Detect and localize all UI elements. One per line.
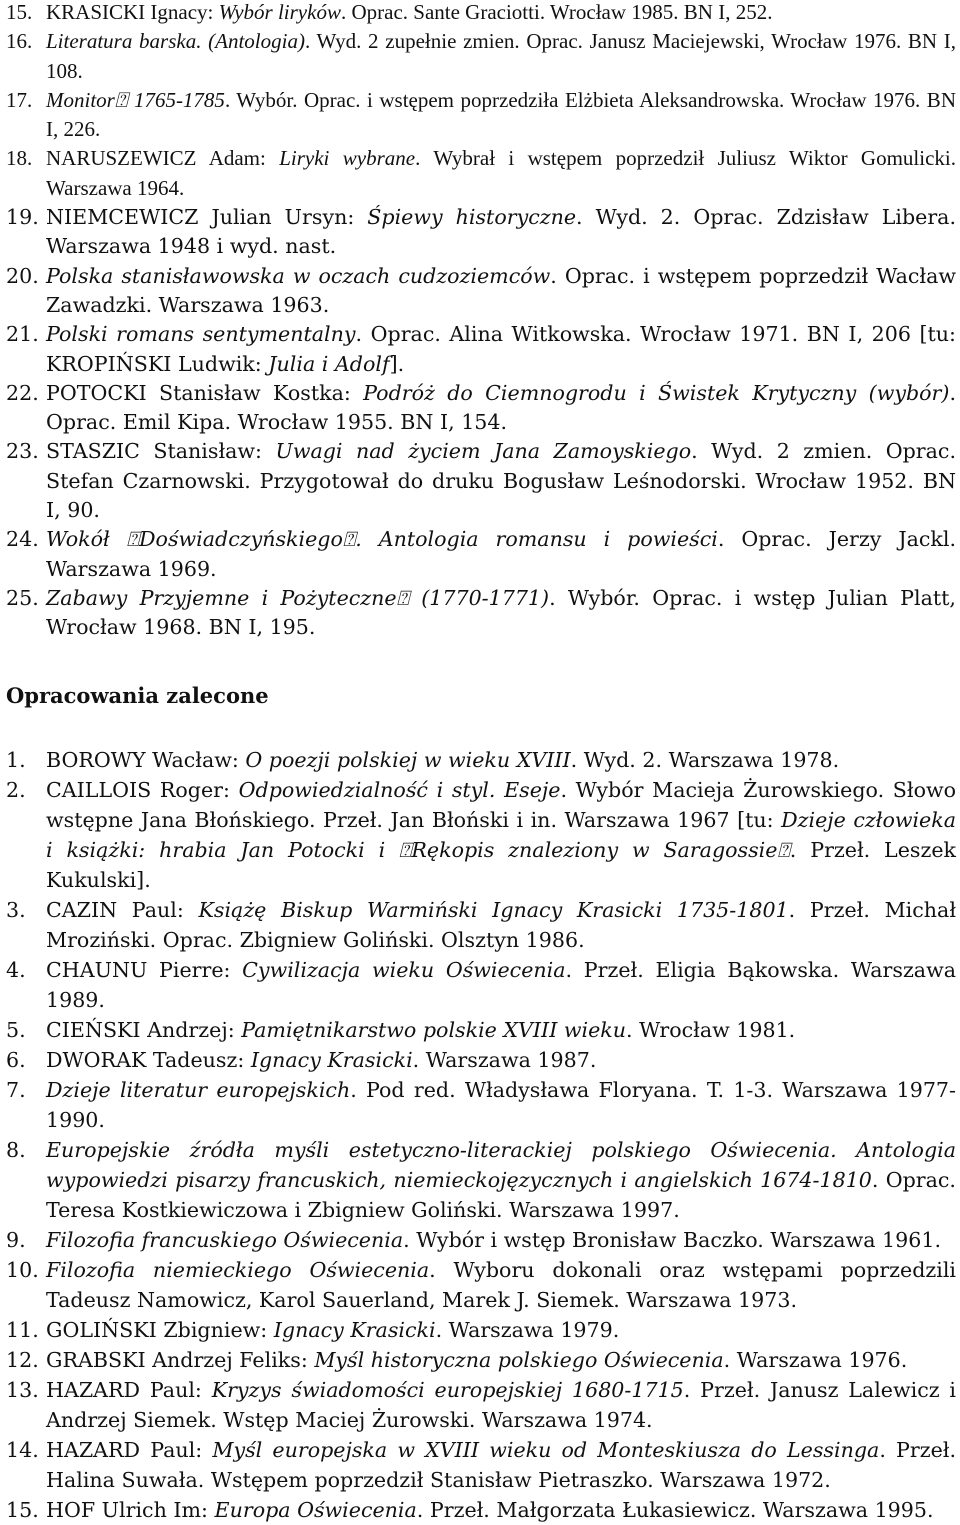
bibliography-entry [6,320,956,379]
entry-number: 7. [6,1077,26,1102]
entry-number: 21. [6,322,39,347]
bibliography-entry [6,144,956,203]
entry-number: 18. [6,146,33,171]
entry-text: . Wyd. 2 zupełnie zmien. Oprac. Janusz Maciejewski, Wrocław 1976. BN I, 108. [46,29,956,83]
bibliography-entry [6,525,956,584]
entry-number: 15. [6,1497,39,1522]
bibliography-entry [6,745,956,775]
entry-text: CAILLOIS Roger: [46,777,239,802]
entry-text: . Przeł. Eligia Bąkowska. Warszawa 1989. [46,957,956,1012]
work-title: Odpowiedzialność i styl. Eseje [238,777,561,802]
work-title: Polska stanisławowska w oczach cudzoziemców [46,263,551,288]
entry-number: 4. [6,957,26,982]
entry-text: . Wyd. 2. Oprac. Zdzisław Libera. Warszawa 1948 i wyd. nast. [46,205,956,259]
work-title: Literatura barska. (Antologia) [46,29,305,54]
bibliography-entry [6,1045,956,1075]
entry-text: . Wyboru dokonali oraz wstępami poprzedzili Tadeusz Namowicz, Karol Sauerland, Marek J. Siemek. Warszawa 1973. [46,1257,957,1312]
entry-text: STASZIC Stanisław: [46,439,276,464]
work-title: Julia i Adolf [268,351,390,376]
work-title: Cywilizacja wieku Oświecenia [242,957,566,982]
entry-text: . Oprac. i wstępem poprzedził Wacław Zawadzki. Warszawa 1963. [46,263,956,317]
entry-number: 17. [6,87,33,112]
entry-text: . Przeł. Leszek Kukulski]. [46,837,956,892]
bibliography-entry [6,955,956,1015]
entry-number: 3. [6,897,26,922]
bibliography-entry [6,262,956,321]
work-title: Monitor⍰ 1765-1785 [46,87,225,112]
entry-text: . Oprac. Teresa Kostkiewiczowa i Zbigniew Goliński. Warszawa 1997. [46,1167,956,1222]
entry-text: . Oprac. Jerzy Jackl. Warszawa 1969. [46,527,956,581]
bibliography-entry [6,379,956,438]
bibliography-entry [6,584,956,643]
bibliography-entry [6,86,956,145]
bibliography-entry [6,1375,956,1435]
work-title: Książę Biskup Warmiński Ignacy Krasicki 1735-1801 [198,897,789,922]
entry-number: 20. [6,263,39,288]
entry-text: CHAUNU Pierre: [46,957,243,982]
work-title: O poezji polskiej w wieku XVIII [245,747,571,772]
entry-text: . Warszawa 1987. [412,1047,597,1072]
entry-text: . Przeł. Michał Mroziński. Oprac. Zbigniew Goliński. Olsztyn 1986. [46,897,956,952]
entry-text: KRASICKI Ignacy: [46,0,219,24]
entry-number: 15. [6,0,33,24]
entry-number: 19. [6,205,39,230]
work-title: Śpiewy historyczne [367,205,577,230]
bibliography-entry [6,895,956,955]
entry-text: . Oprac. Emil Kipa. Wrocław 1955. BN I, 154. [46,380,956,435]
work-title: Uwagi nad życiem Jana Zamoyskiego [275,439,692,464]
entry-number: 9. [6,1227,26,1252]
bibliography-entry [6,437,956,525]
work-title: Myśl europejska w XVIII wieku od Monteskiusza do Lessinga [212,1437,880,1462]
work-title: Dzieje literatur europejskich [46,1077,351,1102]
work-title: Europa Oświecenia [214,1497,417,1522]
entry-text: POTOCKI Stanisław Kostka: [46,380,364,405]
entry-number: 12. [6,1347,39,1372]
entry-text: . Wybór. Oprac. i wstępem poprzedziła Elżbieta Aleksandrowska. Wrocław 1976. BN I, 226. [46,87,956,142]
work-title: Polski romans sentymentalny [46,322,356,347]
entry-text: . Wybór. Oprac. i wstęp Julian Platt, Wrocław 1968. BN I, 195. [46,585,956,640]
bibliography-entry [6,1435,956,1495]
entry-text: GOLIŃSKI Zbigniew: [46,1317,274,1342]
bibliography-entry [6,27,956,86]
bibliography-entry [6,1495,956,1525]
entry-text: CIEŃSKI Andrzej: [46,1017,242,1042]
bibliography-list-sources [6,0,956,643]
entry-number: 23. [6,439,39,464]
entry-number: 2. [6,777,26,802]
entry-text: HAZARD Paul: [46,1377,212,1402]
entry-text: . Wyd. 2 zmien. Oprac. Stefan Czarnowski. Przygotował do druku Bogusław Leśnodorski. Wrocław 1952. BN I, 90. [46,439,956,523]
entry-text: HAZARD Paul: [46,1437,213,1462]
work-title: Podróż do Ciemnogrodu i Świstek Krytyczny (wybór) [363,380,950,405]
work-title: Filozofia niemieckiego Oświecenia [46,1257,430,1282]
work-title: Filozofia francuskiego Oświecenia [46,1227,404,1252]
bibliography-entry [6,775,956,895]
entry-text: BOROWY Wacław: [46,747,246,772]
entry-text: . Przeł. Małgorzata Łukasiewicz. Warszawa 1995. [416,1497,934,1522]
entry-text: . Wrocław 1981. [626,1017,796,1042]
entry-text: ]. [389,351,405,376]
entry-number: 25. [6,585,39,610]
entry-text: . Warszawa 1979. [435,1317,620,1342]
work-title: Europejskie źródła myśli estetyczno-literackiej polskiego Oświecenia. Antologia wypowiedzi pisarzy francuskich, niemieckojęzycznych i angielskich 1674-1810 [46,1137,956,1192]
document-page [6,0,956,1525]
work-title: Zabawy Przyjemne i Pożyteczne⍰ (1770-1771) [46,585,550,610]
entry-text: . Warszawa 1976. [723,1347,908,1372]
entry-text: HOF Ulrich Im: [46,1497,215,1522]
bibliography-entry [6,1225,956,1255]
section-heading: Opracowania zalecone [6,682,269,708]
entry-text: . Wybrał i wstępem poprzedził Juliusz Wiktor Gomulicki. Warszawa 1964. [46,146,957,200]
bibliography-entry [6,1345,956,1375]
entry-number: 14. [6,1437,39,1462]
entry-number: 22. [6,380,39,405]
work-title: Ignacy Krasicki [250,1047,413,1072]
entry-text: NIEMCEWICZ Julian Ursyn: [46,205,368,230]
entry-text: . Oprac. Sante Graciotti. Wrocław 1985. BN I, 252. [340,0,773,24]
entry-text: GRABSKI Andrzej Feliks: [46,1347,315,1372]
entry-number: 10. [6,1257,39,1282]
bibliography-entry [6,1255,956,1315]
entry-text: . Przeł. Janusz Lalewicz i Andrzej Siemek. Wstęp Maciej Żurowski. Warszawa 1974. [46,1377,956,1432]
entry-text: CAZIN Paul: [46,897,199,922]
work-title: Liryki wybrane [279,146,416,171]
bibliography-entry [6,0,956,27]
entry-text: . Wybór Macieja Żurowskiego. Słowo wstępne Jana Błońskiego. Przeł. Jan Błoński i in. Warszawa 1967 [tu: [46,777,957,832]
entry-text: . Wybór i wstęp Bronisław Baczko. Warszawa 1961. [403,1227,941,1252]
work-title: Pamiętnikarstwo polskie XVIII wieku [241,1017,627,1042]
bibliography-list-recommended [6,745,956,1525]
work-title: Wybór liryków [218,0,341,24]
bibliography-entry [6,1075,956,1135]
work-title: Wokół ⍰Doświadczyńskiego⍰. Antologia romansu i powieści [46,527,718,552]
entry-number: 24. [6,527,39,552]
entry-number: 8. [6,1137,26,1162]
entry-text: NARUSZEWICZ Adam: [46,146,280,171]
entry-text: . Przeł. Halina Suwała. Wstępem poprzedził Stanisław Pietraszko. Warszawa 1972. [46,1437,956,1492]
bibliography-entry [6,1015,956,1045]
work-title: Myśl historyczna polskiego Oświecenia [314,1347,724,1372]
entry-text: DWORAK Tadeusz: [46,1047,251,1072]
entry-number: 5. [6,1017,26,1042]
entry-text: . Wyd. 2. Warszawa 1978. [570,747,840,772]
work-title: Dzieje człowieka i książki: hrabia Jan Potocki i ⍰Rękopis znaleziony w Saragossie⍰ [46,807,956,862]
bibliography-entry [6,1135,956,1225]
entry-text: . Pod red. Władysława Floryana. T. 1-3. Warszawa 1977-1990. [46,1077,956,1132]
bibliography-entry [6,1315,956,1345]
entry-number: 16. [6,29,33,54]
entry-number: 1. [6,747,26,772]
bibliography-entry [6,203,956,262]
work-title: Kryzys świadomości europejskiej 1680-1715 [211,1377,684,1402]
entry-number: 11. [6,1317,39,1342]
entry-text: . Oprac. Alina Witkowska. Wrocław 1971. BN I, 206 [tu: KROPIŃSKI Ludwik: [46,322,956,376]
work-title: Ignacy Krasicki [273,1317,436,1342]
entry-number: 13. [6,1377,39,1402]
entry-number: 6. [6,1047,26,1072]
